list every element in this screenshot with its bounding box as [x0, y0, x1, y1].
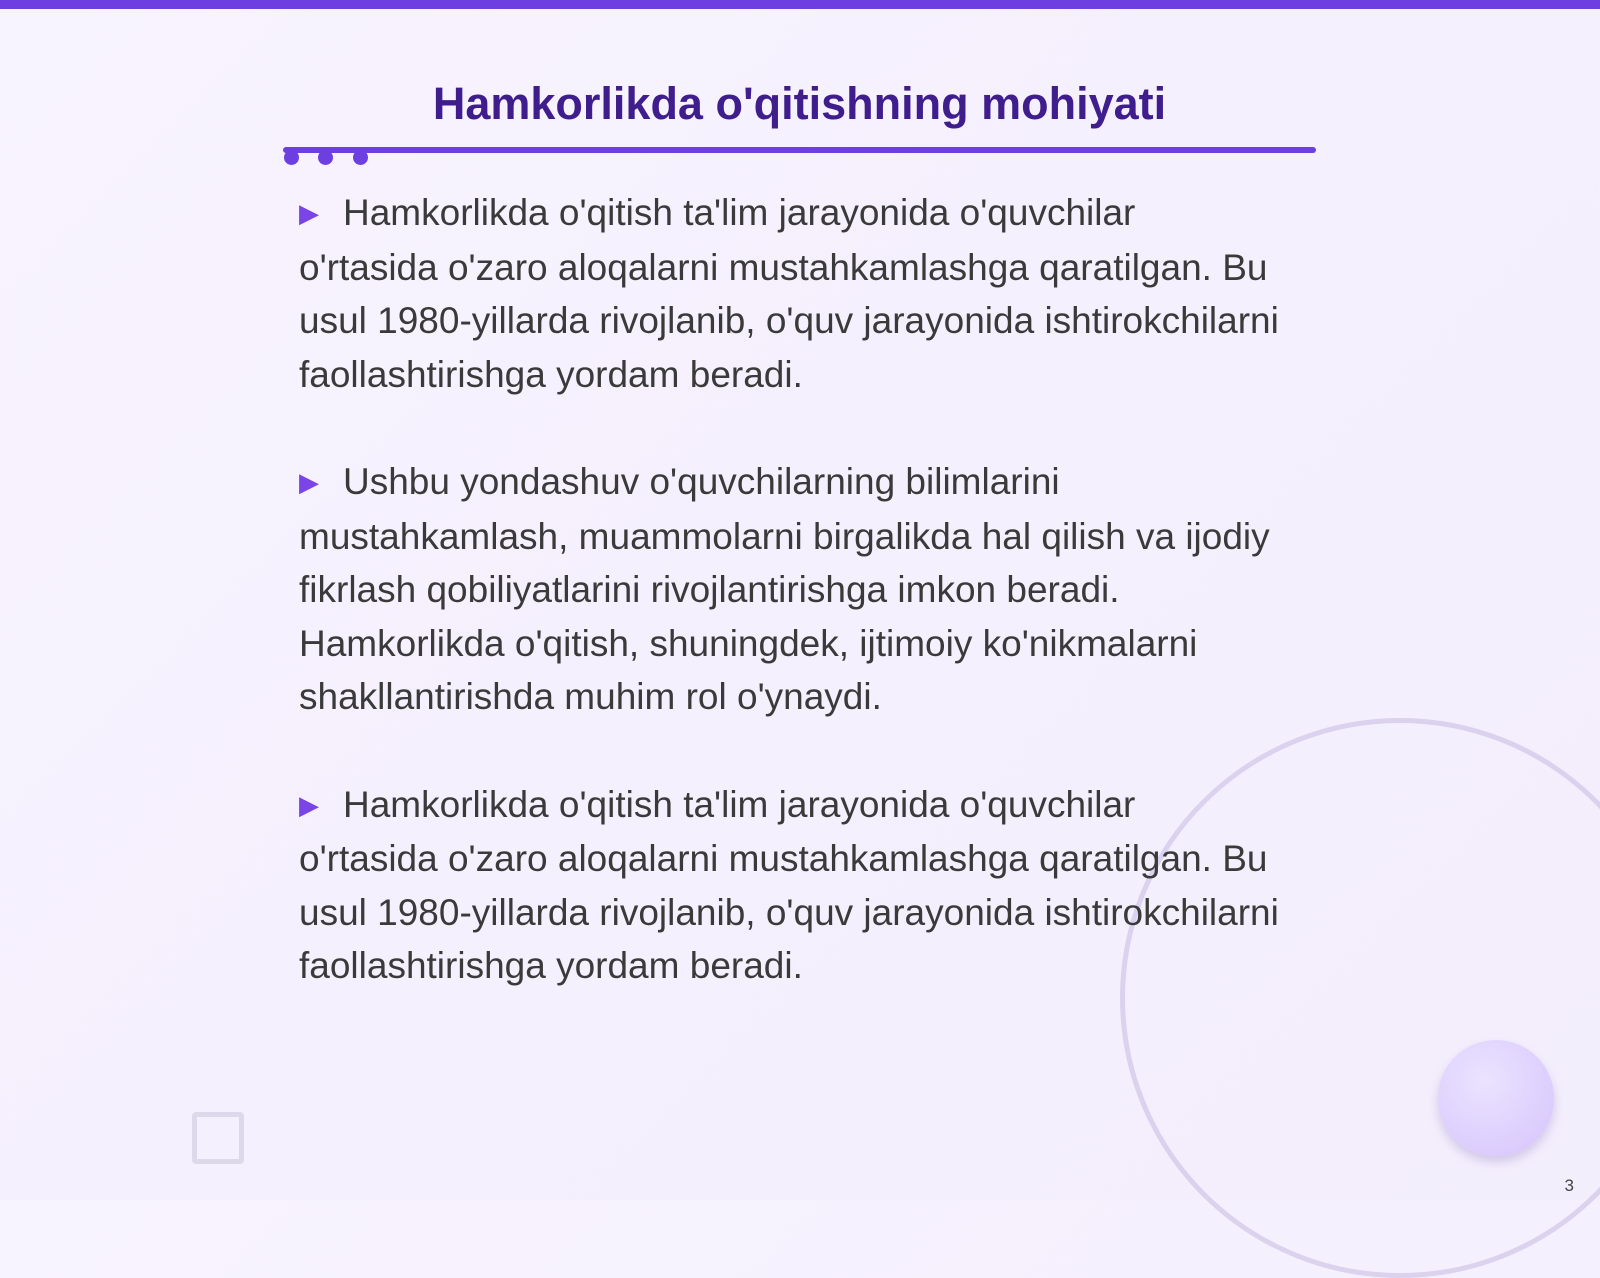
bullet-text: Hamkorlikda o'qitish ta'lim jarayonida o'quvchilar o'rtasida o'zaro aloqalarni mustahkamlashga qaratilgan. Bu usul 1980-yillarda rivojlanib, o'quv jarayonida ishtirokchilarni faollashtirishga yordam beradi.	[299, 783, 1279, 986]
triangle-bullet-icon: ▶	[299, 789, 319, 820]
top-accent-bar	[0, 0, 1600, 9]
bullet-text: Hamkorlikda o'qitish ta'lim jarayonida o'quvchilar o'rtasida o'zaro aloqalarni mustahkamlashga qaratilgan. Bu usul 1980-yillarda rivojlanib, o'quv jarayonida ishtirokchilarni faollashtirishga yordam beradi.	[299, 192, 1279, 395]
decorative-dot	[353, 150, 368, 165]
slide-title: Hamkorlikda o'qitishning mohiyati	[432, 78, 1167, 129]
triangle-bullet-icon: ▶	[299, 467, 319, 497]
bullet-item	[299, 778, 1279, 993]
page-number: 3	[1564, 1176, 1574, 1195]
decorative-dot	[284, 150, 299, 165]
title-underline	[283, 147, 1316, 153]
decorative-square	[192, 1112, 244, 1164]
bullet-list	[299, 186, 1279, 1047]
bullet-item	[299, 455, 1279, 724]
decorative-bubble	[1438, 1040, 1554, 1156]
decorative-dot	[318, 150, 333, 165]
triangle-bullet-icon: ▶	[299, 198, 319, 228]
bullet-text: Ushbu yondashuv o'quvchilarning bilimlarini mustahkamlash, muammolarni birgalikda hal qilish va ijodiy fikrlash qobiliyatlarini rivojlantirishga imkon beradi. Hamkorlikda o'qitish, shuningdek, ijtimoiy ko'nikmalarni shakllantirishda muhim rol o'ynaydi.	[299, 461, 1270, 717]
bullet-item	[299, 186, 1279, 401]
